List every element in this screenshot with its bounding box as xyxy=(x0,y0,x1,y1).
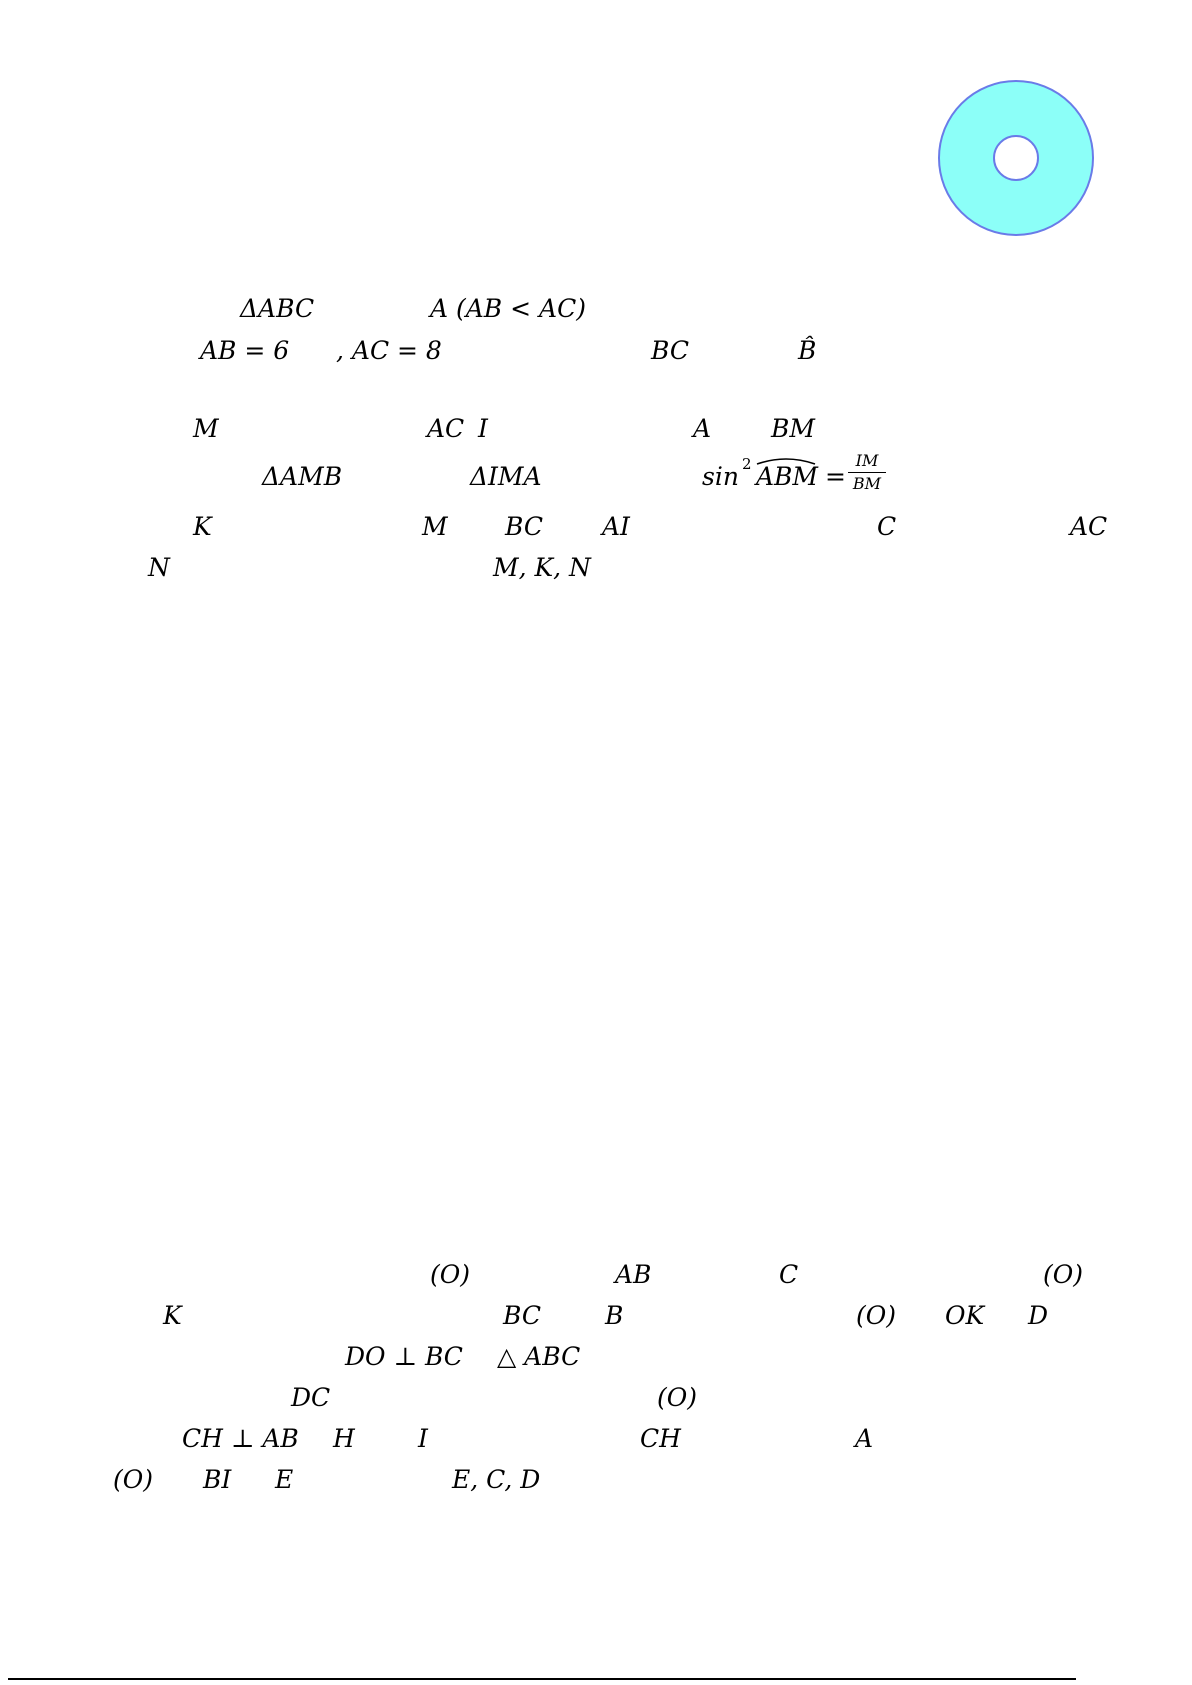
p2-circle-o-2: (O) xyxy=(1043,1260,1084,1289)
p2-point-k: K xyxy=(163,1301,182,1330)
p1-triangle-ima: ΔIMA xyxy=(470,462,542,491)
p2-circle-o-3: (O) xyxy=(856,1301,897,1330)
p1-fraction-im-bm xyxy=(848,452,886,493)
p2-do-perp-bc: DO ⊥ BC xyxy=(345,1342,463,1371)
p2-ab: AB xyxy=(615,1260,652,1289)
p2-point-i: I xyxy=(418,1424,428,1453)
p1-fraction-denominator: BM xyxy=(852,474,882,493)
p1-triangle-amb: ΔAMB xyxy=(262,462,343,491)
fraction-bar xyxy=(848,472,886,473)
p1-ab-length: AB = 6 xyxy=(200,336,290,365)
p2-ch: CH xyxy=(640,1424,681,1453)
ring-logo xyxy=(936,78,1096,238)
p2-points-ecd: E, C, D xyxy=(452,1465,541,1494)
footer-divider xyxy=(8,1678,1076,1680)
p2-point-b: B xyxy=(605,1301,624,1330)
p1-angle-abm: ABM xyxy=(756,462,819,491)
p1-point-i: I xyxy=(478,414,488,443)
p2-bi: BI xyxy=(203,1465,232,1494)
p2-point-d: D xyxy=(1028,1301,1049,1330)
p1-bc-2: BC xyxy=(505,512,543,541)
p2-circle-o-5: (O) xyxy=(113,1465,154,1494)
p2-point-a: A xyxy=(855,1424,874,1453)
p1-point-c: C xyxy=(877,512,897,541)
p2-ch-perp-ab: CH ⊥ AB xyxy=(182,1424,299,1453)
p1-vertex-a-condition: A (AB < AC) xyxy=(430,294,586,323)
p2-point-h: H xyxy=(333,1424,355,1453)
p2-point-e: E xyxy=(275,1465,294,1494)
p1-ac-segment: AC xyxy=(427,414,465,443)
p1-sin-exponent: 2 xyxy=(742,455,752,473)
p2-circle-o: (O) xyxy=(430,1260,471,1289)
p1-bm-segment: BM xyxy=(771,414,815,443)
p2-point-c: C xyxy=(779,1260,799,1289)
p1-angle-b: B̂ xyxy=(798,336,817,365)
p1-ai: AI xyxy=(602,512,630,541)
p1-point-k: K xyxy=(193,512,212,541)
p2-dc: DC xyxy=(291,1383,331,1412)
p1-ac-2: AC xyxy=(1070,512,1108,541)
p2-circle-o-4: (O) xyxy=(657,1383,698,1412)
p1-fraction-numerator: IM xyxy=(855,451,879,470)
p1-points-mkn: M, K, N xyxy=(493,553,591,582)
p1-point-m-2: M xyxy=(422,512,448,541)
p1-triangle-abc: ΔABC xyxy=(240,294,315,323)
p2-triangle-abc: △ ABC xyxy=(497,1342,581,1371)
p1-point-n: N xyxy=(148,553,170,582)
p2-bc: BC xyxy=(503,1301,541,1330)
p1-point-a: A xyxy=(693,414,712,443)
p1-ac-length: , AC = 8 xyxy=(336,336,442,365)
p1-point-m: M xyxy=(193,414,219,443)
p2-ok: OK xyxy=(945,1301,985,1330)
p1-bc: BC xyxy=(651,336,689,365)
p1-equals: = xyxy=(825,462,846,491)
p1-sin: sin xyxy=(702,462,739,491)
